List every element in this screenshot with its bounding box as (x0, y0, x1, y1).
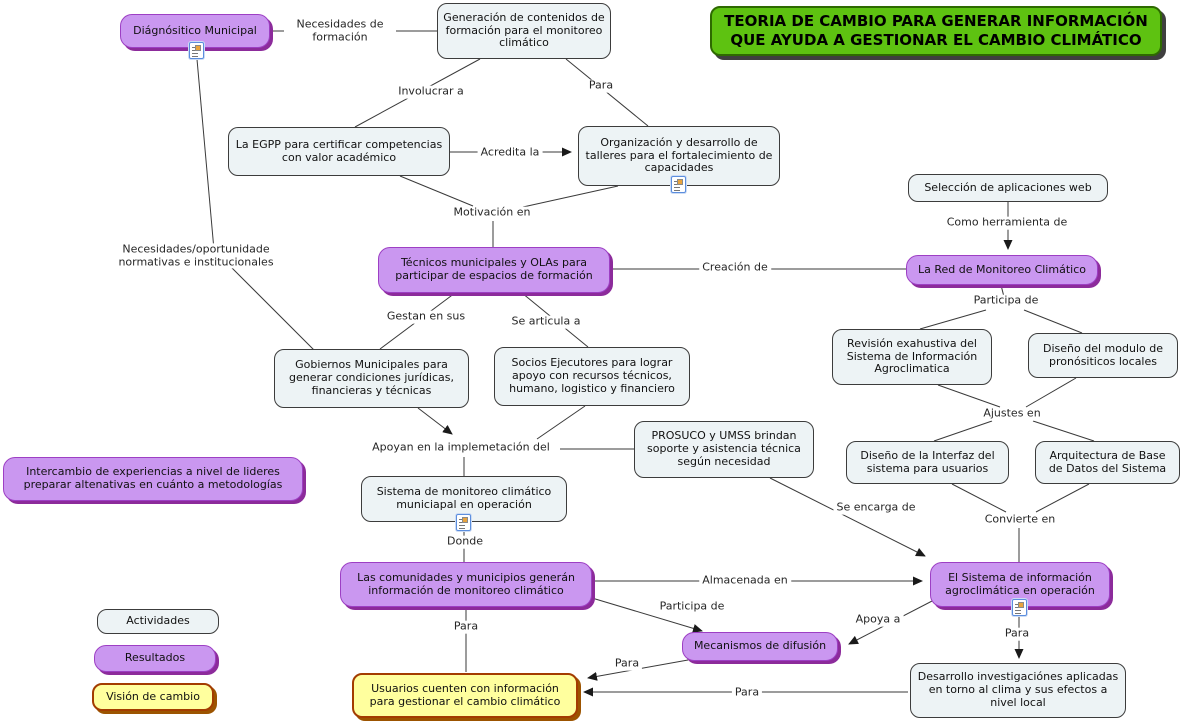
legend-actividades[interactable]: Actividades (97, 609, 219, 634)
node-desarrollo-investigaciones[interactable]: Desarrollo investigaciónes aplicadas en torno al clima y sus efectos a nivel local (910, 663, 1126, 718)
link-label-para-3: Para (1002, 628, 1032, 641)
link-label-donde: Donde (444, 536, 486, 549)
link-label-convierte: Convierte en (982, 514, 1059, 527)
node-usuarios-informacion[interactable]: Usuarios cuenten con información para gestionar el cambio climático (352, 673, 578, 718)
link-label-ajustes: Ajustes en (980, 408, 1043, 421)
link-label-necesidades-normativas: Necesidades/oportunidade normativas e institucionales (106, 243, 286, 268)
link-label-motivacion: Motivación en (451, 207, 534, 220)
node-comunidades-municipios[interactable]: Las comunidades y municipios generán información de monitoreo climático (340, 562, 592, 607)
resource-icon[interactable] (1012, 599, 1027, 616)
node-gobiernos-municipales[interactable]: Gobiernos Municipales para generar condiciones jurídicas, financieras y técnicas (274, 349, 469, 408)
node-organizacion-talleres[interactable]: Organización y desarrollo de talleres para el fortalecimiento de capacidades (578, 126, 780, 186)
node-revision-sistema[interactable]: Revisión exahustiva del Sistema de Información Agroclimatica (832, 329, 992, 385)
node-mecanismos-difusion[interactable]: Mecanismos de difusión (682, 632, 838, 661)
node-generacion-contenidos[interactable]: Generación de contenidos de formación para el monitoreo climático (437, 3, 611, 59)
link-label-creacion: Creación de (699, 262, 771, 275)
node-socios-ejecutores[interactable]: Socios Ejecutores para lograr apoyo con recursos técnicos, humano, logistico y financiero (494, 347, 690, 406)
link-label-herramienta: Como herramienta de (944, 217, 1071, 230)
link-label-para-4: Para (612, 658, 642, 671)
link-label-necesidades-formacion: Necesidades de formación (284, 18, 396, 43)
node-intercambio-experiencias[interactable]: Intercambio de experiencias a nivel de lideres preparar altenativas en cuánto a metodologías (3, 457, 303, 501)
link-label-se-encarga: Se encarga de (833, 502, 918, 515)
node-sistema-agroclimatico[interactable]: El Sistema de información agroclimática en operación (930, 562, 1110, 607)
resource-icon[interactable] (189, 42, 204, 59)
resource-icon[interactable] (456, 514, 471, 531)
link-label-gestan: Gestan en sus (384, 311, 468, 324)
legend-resultados[interactable]: Resultados (94, 645, 216, 672)
node-egpp[interactable]: La EGPP para certificar competencias con valor académico (228, 127, 450, 176)
node-diagnostico[interactable]: Diágnósitico Municipal (120, 14, 270, 48)
node-modulo-pronosticos[interactable]: Diseño del modulo de pronósiticos locales (1028, 333, 1178, 378)
link-label-apoya-a: Apoya a (853, 614, 904, 627)
node-red-monitoreo[interactable]: La Red de Monitoreo Climático (906, 255, 1098, 285)
node-interfaz-sistema[interactable]: Diseño de la Interfaz del sistema para usuarios (846, 441, 1009, 484)
node-tecnicos-municipales[interactable]: Técnicos municipales y OLAs para participar de espacios de formación (378, 247, 610, 293)
link-label-participa-2: Participa de (657, 601, 728, 614)
link-label-para-5: Para (732, 687, 762, 700)
link-label-articula: Se articula a (509, 316, 584, 329)
link-label-para-2: Para (451, 621, 481, 634)
link-label-para-1: Para (586, 80, 616, 93)
link-label-acredita: Acredita la (478, 147, 543, 160)
link-label-involucrar: Involucrar a (395, 86, 467, 99)
node-sistema-monitoreo[interactable]: Sistema de monitoreo climático municiapal en operación (361, 476, 567, 522)
map-title: TEORIA DE CAMBIO PARA GENERAR INFORMACIÓN QUE AYUDA A GESTIONAR EL CAMBIO CLIMÁTICO (710, 6, 1162, 56)
node-arquitectura-datos[interactable]: Arquitectura de Base de Datos del Sistema (1035, 441, 1180, 484)
legend-vision-de-cambio[interactable]: Visión de cambio (92, 683, 214, 711)
link-label-participa-1: Participa de (971, 295, 1042, 308)
node-seleccion-aplicaciones[interactable]: Selección de aplicaciones web (908, 174, 1108, 202)
resource-icon[interactable] (671, 176, 686, 193)
link-label-apoyan: Apoyan en la implemetación del (369, 442, 553, 455)
link-label-almacenada: Almacenada en (699, 575, 791, 588)
node-prosuco-umss[interactable]: PROSUCO y UMSS brindan soporte y asistencia técnica según necesidad (634, 421, 814, 478)
